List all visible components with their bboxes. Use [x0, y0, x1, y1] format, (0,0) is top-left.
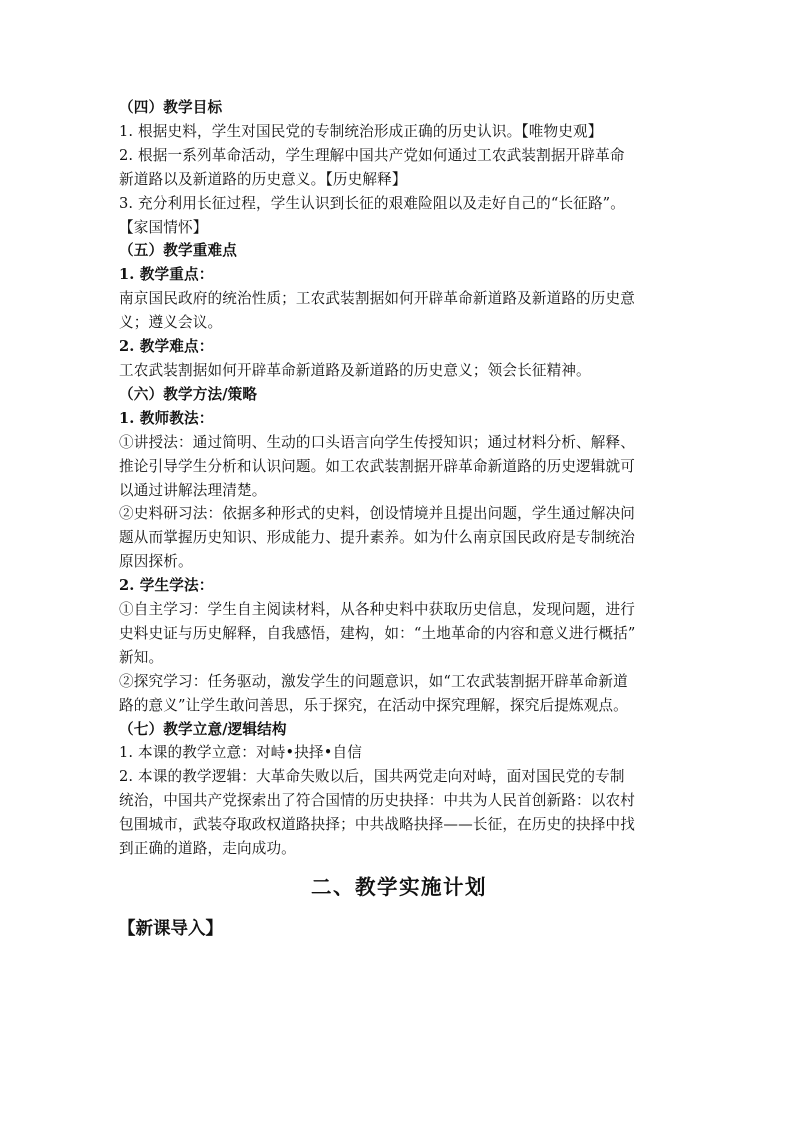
text-line: 原因探析。 [119, 553, 193, 571]
text-line: ①讲授法：通过简明、生动的口头语言向学生传授知识；通过材料分析、解释、 [119, 433, 636, 451]
text-line: 1. 本课的教学立意：对峙•抉择•自信 [119, 744, 362, 762]
text-line: 推论引导学生分析和认识问题。如工农武装割据开辟革命新道路的历史逻辑就可 [119, 457, 636, 475]
text-line: 【家国情怀】 [119, 218, 208, 236]
text-lines [119, 96, 679, 861]
text-line: 包围城市，武装夺取政权道路抉择；中共战略抉择——长征，在历史的抉择中找 [119, 816, 636, 834]
section-title: 二、教学实施计划 [311, 875, 487, 899]
text-line: 义；遵义会议。 [119, 314, 223, 332]
text-line: 到正确的道路，走向成功。 [119, 840, 296, 858]
text-line: ①自主学习：学生自主阅读材料，从各种史料中获取历史信息，发现问题，进行 [119, 601, 636, 619]
text-line: 路的意义”让学生敢问善思，乐于探究，在活动中探究理解，探究后提炼观点。 [119, 696, 628, 714]
text-line: 南京国民政府的统治性质；工农武装割据如何开辟革命新道路及新道路的历史意 [119, 290, 636, 308]
text-line: 以通过讲解法理清楚。 [119, 481, 267, 499]
text-line: 题从而掌握历史知识、形成能力、提升素养。如为什么南京国民政府是专制统治 [119, 529, 636, 547]
heading-line: 1. 教学重点： [119, 266, 214, 284]
text-line: ②探究学习：任务驱动，激发学生的问题意识，如“工农武装割据开辟革命新道 [119, 672, 628, 690]
heading-line: （五）教学重难点 [119, 242, 237, 260]
heading-line: （六）教学方法/策略 [119, 385, 258, 403]
text-line: 新知。 [119, 648, 164, 666]
document-body [119, 96, 679, 941]
heading-line: （四）教学目标 [119, 99, 223, 116]
text-line: 史料史证与历史解释，自我感悟，建构，如：“土地革命的内容和意义进行概括” [119, 624, 636, 642]
text-line: 新道路以及新道路的历史意义。【历史解释】 [119, 170, 407, 188]
text-line: 统治，中国共产党探索出了符合国情的历史抉择：中共为人民首创新路：以农村 [119, 792, 636, 810]
heading-line: 1. 教师教法： [119, 409, 214, 427]
text-line: 2. 本课的教学逻辑：大革命失败以后，国共两党走向对峙，面对国民党的专制 [119, 768, 625, 786]
heading-line: （七）教学立意/逻辑结构 [119, 720, 287, 738]
text-line: 2. 根据一系列革命活动，学生理解中国共产党如何通过工农武装割据开辟革命 [119, 146, 625, 164]
text-line: ②史料研习法：依据多种形式的史料，创设情境并且提出问题，学生通过解决问 [119, 505, 636, 523]
text-line: 3. 充分利用长征过程，学生认识到长征的艰难险阻以及走好自己的“长征路”。 [119, 194, 626, 212]
text-line: 工农武装割据如何开辟革命新道路及新道路的历史意义；领会长征精神。 [119, 361, 591, 379]
heading-line: 2. 学生学法： [119, 577, 214, 595]
heading-line: 2. 教学难点： [119, 338, 214, 356]
text-line: 1. 根据史料，学生对国民党的专制统治形成正确的历史认识。【唯物史观】 [119, 122, 603, 140]
lead-heading: 【新课导入】 [118, 919, 223, 939]
